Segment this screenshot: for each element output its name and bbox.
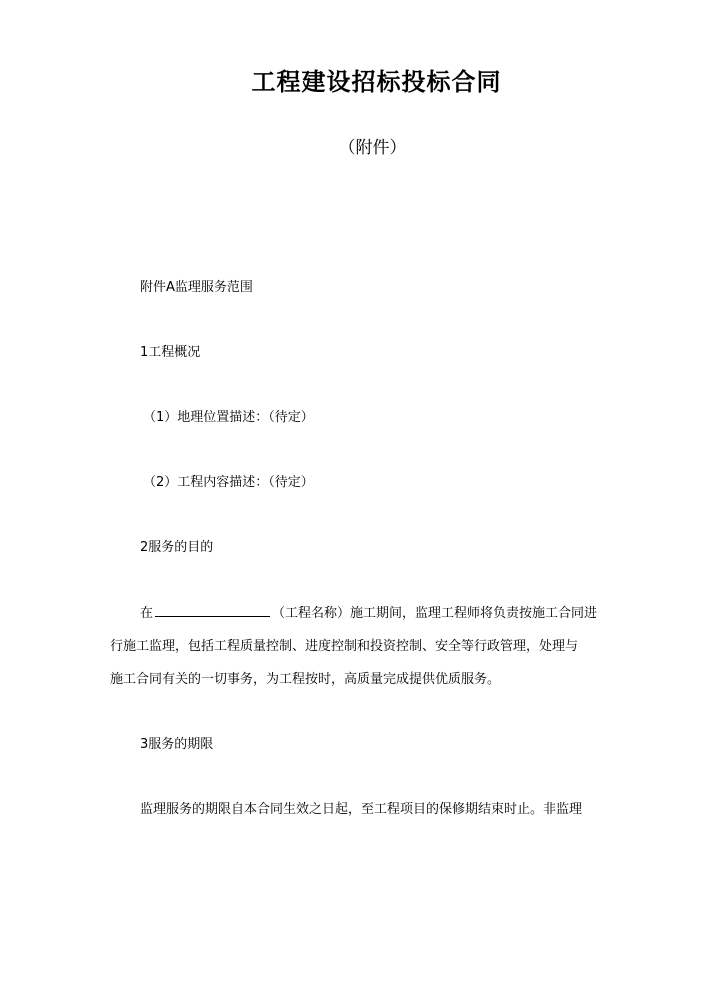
section2-heading: 2服务的目的 [140,540,214,555]
section3-paragraph-line1: 监理服务的期限自本合同生效之日起，至工程项目的保修期结束时止。非监理 [140,802,583,817]
project-name-blank [155,603,270,617]
section2-paragraph-line2: 行施工监理，包括工程质量控制、进度控制和投资控制、安全等行政管理，处理与 [110,639,579,654]
document-subtitle: （附件） [338,138,407,158]
section1-item-content: （2）工程内容描述：（待定） [143,475,314,490]
section2-paragraph-line3: 施工合同有关的一切事务，为工程按时，高质量完成提供优质服务。 [110,672,501,687]
section2-paragraph-line1 [140,602,597,621]
annex-heading: 附件A监理服务范围 [140,280,253,295]
document-title: 工程建设招标投标合同 [251,67,502,96]
section2-para-line1-rest: （工程名称）施工期间，监理工程师将负责按施工合同进 [272,606,598,621]
section3-heading: 3服务的期限 [140,737,214,752]
section1-heading: 1工程概况 [140,345,201,360]
section2-para-prefix: 在 [140,606,154,621]
section1-item-location: （1）地理位置描述：（待定） [143,410,314,425]
